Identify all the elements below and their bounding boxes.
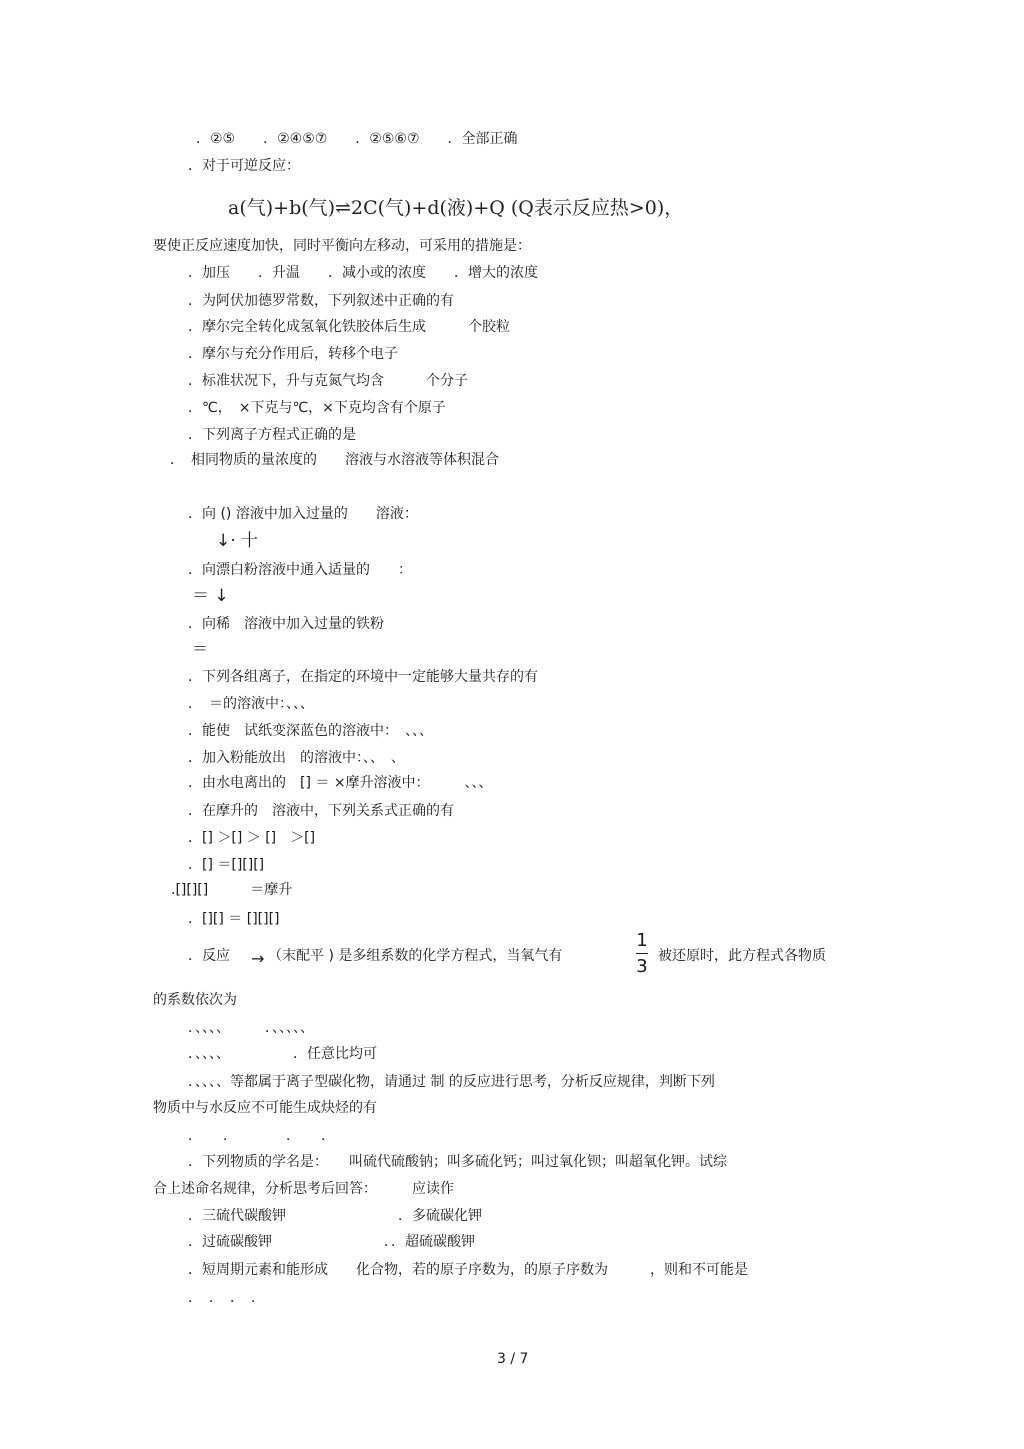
ionic-option-b-equation: ↓· 十: [216, 531, 259, 551]
option-a: ．摩尔完全转化成氢氧化铁胶体后生成 个胶粒: [188, 319, 510, 335]
question-ion-coexistence: ．下列各组离子，在指定的环境中一定能够大量共存的有: [188, 669, 538, 685]
options-line-2: ．加压 ．升温 ．减小或的浓度 ．增大的浓度: [188, 265, 538, 281]
question-carbide: ．、、、、等都属于离子型碳化物，请通过 制 的反应进行思考，分析反应规律，判断下列: [188, 1074, 715, 1090]
ionic-option-b: ．向 () 溶液中加入过量的 溶液：: [188, 506, 418, 522]
coef-options-1: ．、、、、 ．、、、、、: [188, 1020, 314, 1036]
conc-option-a: ．[] ＞[] ＞ [] ＞[]: [188, 830, 316, 846]
reaction-arrow: →: [251, 949, 265, 968]
fraction-bar: [636, 953, 648, 954]
coexist-option-d: ．由水电离出的 [] ＝ ×摩升溶液中： 、、、: [188, 775, 493, 791]
question-reversible-reaction: ．对于可逆反应：: [188, 158, 300, 174]
question-short-period: ．短周期元素和能形成 化合物，若的原子序数为，的原子序数为 ，则和不可能是: [188, 1262, 748, 1278]
coef-options-2: ．、、、、 ．任意比均可: [188, 1046, 377, 1062]
question-reaction-prefix: ．反应: [188, 948, 230, 964]
equation: a(气)+b(气)⇌2C(气)+d(液)+Q (Q表示反应热>0)，: [228, 197, 684, 219]
fraction-denominator: 3: [636, 956, 648, 977]
ionic-option-d-equation: ＝: [192, 639, 209, 658]
question-carbide-cont: 物质中与水反应不可能生成炔烃的有: [153, 1100, 377, 1116]
fraction-numerator: 1: [636, 930, 648, 951]
question-reaction-cont: 的系数依次为: [153, 992, 237, 1008]
coexist-option-c: ．加入粉能放出 的溶液中：、、 、: [188, 750, 405, 766]
coexist-option-b: ．能使 试纸变深蓝色的溶液中： 、、、: [188, 723, 433, 739]
conc-option-c: .[][][] ＝摩升: [171, 882, 293, 898]
conc-option-b: ．[] ＝[][][]: [188, 857, 265, 873]
ionic-option-c-equation: ＝ ↓: [192, 586, 229, 606]
question-text: 要使正反应速度加快，同时平衡向左移动，可采用的措施是：: [153, 238, 531, 254]
fraction-one-third: [632, 930, 652, 977]
short-period-options: ． ． ． ．: [188, 1290, 265, 1306]
question-avogadro: ．为阿伏加德罗常数，下列叙述中正确的有: [188, 293, 454, 309]
ionic-option-a: ． 相同物质的量浓度的 溶液与水溶液等体积混合: [170, 452, 499, 468]
carbide-options: ． ． ． ．: [188, 1128, 335, 1144]
page-number: 3 / 7: [497, 1351, 529, 1367]
question-reaction-suffix: 被还原时，此方程式各物质: [658, 948, 826, 964]
naming-options-1: ．三硫代碳酸钾 ．多硫碳化钾: [188, 1208, 482, 1224]
question-ionic-equation: ．下列离子方程式正确的是: [188, 427, 356, 443]
option-b: ．摩尔与充分作用后，转移个电子: [188, 346, 398, 362]
conc-option-d: ．[][] ＝ [][][]: [188, 911, 280, 927]
option-c: ．标准状况下，升与克氮气均含 个分子: [188, 373, 468, 389]
question-naming-cont: 合上述命名规律，分析思考后回答： 应读作: [153, 1181, 454, 1197]
question-concentration: ．在摩升的 溶液中，下列关系式正确的有: [188, 803, 454, 819]
naming-options-2: ．过硫碳酸钾 ．．超硫碳酸钾: [188, 1234, 475, 1250]
question-reaction-mid: （末配平 ) 是多组系数的化学方程式，当氧气有: [268, 948, 563, 964]
coexist-option-a: ． ＝的溶液中：、、、: [188, 696, 314, 712]
question-naming: ．下列物质的学名是： 叫硫代硫酸钠；叫多硫化钙；叫过氧化钡；叫超氧化钾。试综: [188, 1154, 727, 1170]
option-d: ．℃， ×下克与℃，×下克均含有个原子: [188, 400, 446, 416]
options-line-1: ．②⑤ ．②④⑤⑦ ．②⑤⑥⑦ ．全部正确: [196, 131, 518, 147]
ionic-option-c: ．向漂白粉溶液中通入适量的 ：: [188, 562, 412, 578]
ionic-option-d: ．向稀 溶液中加入过量的铁粉: [188, 616, 384, 632]
